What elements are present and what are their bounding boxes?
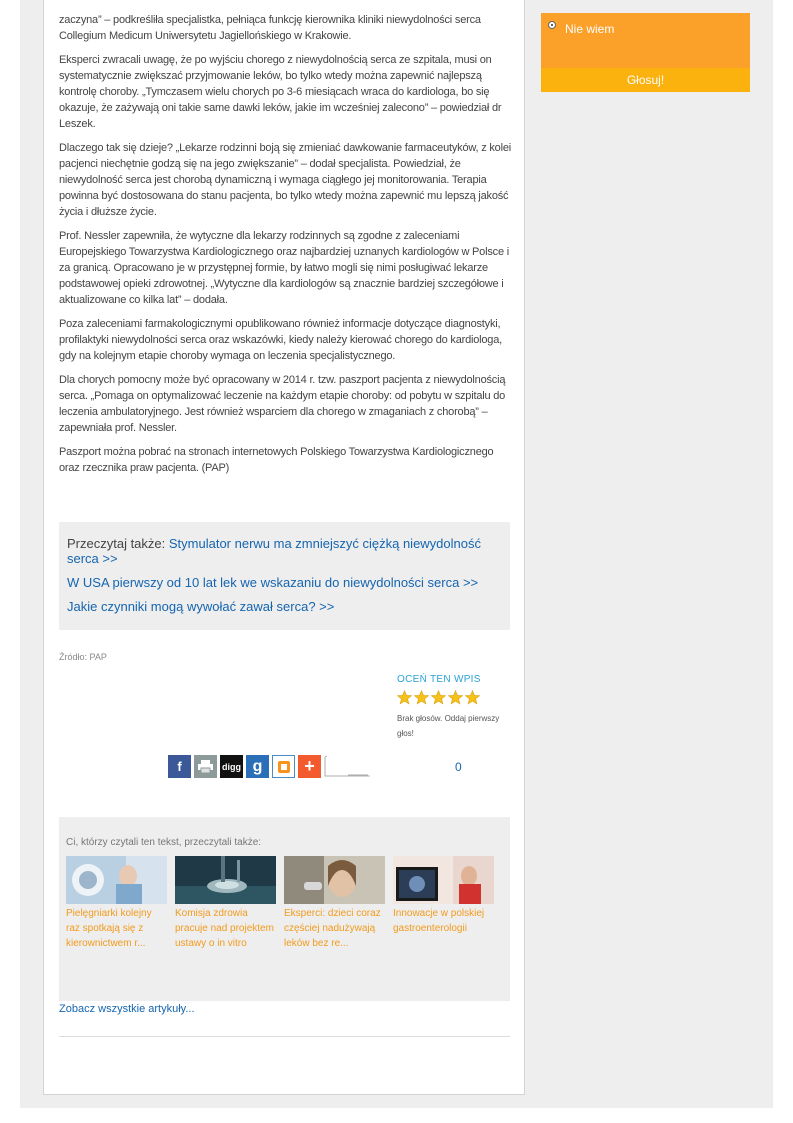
digg-icon[interactable]: digg — [220, 755, 243, 778]
poll-radio[interactable] — [548, 21, 556, 29]
article-paragraph: Prof. Nessler zapewniła, że wytyczne dla lekarzy rodzinnych są zgodne z zaleceniami Europejskiego Towarzystwa Kardiologicznego oraz najbardziej uznanych kardiologów w Polsce i za granicą. Opracowano je w przystępnej formie, by łatwo mogli się nimi posługiwać lekarze podstawowej opieki zdrowotnej. „Wytyczne dla kardiologów są znacznie bardziej szczegółowe i aktualizowane co kilka lat” – dodała. — [59, 230, 509, 306]
divider — [59, 1036, 510, 1037]
rating-stars — [397, 690, 512, 705]
share-counter-bubble-icon — [324, 755, 372, 778]
read-also-link-2[interactable]: W USA pierwszy od 10 lat lek we wskazaniu do niewydolności serca >> — [67, 575, 479, 590]
share-count[interactable]: 0 — [455, 760, 462, 774]
article-body — [59, 12, 511, 484]
related-caption[interactable]: Pielęgniarki kolejny raz spotkają się z kierownictwem r... — [66, 908, 152, 949]
related-caption[interactable]: Innowacje w polskiej gastroenterologii — [393, 908, 485, 934]
girl-photo-icon[interactable] — [284, 856, 385, 904]
star-icon-1[interactable] — [397, 690, 412, 705]
article-paragraph: Dla chorych pomocny może być opracowany w 2014 r. tzw. paszport pacjenta z niewydolnością serca. „Pomaga on optymalizować leczenie na każdym etapie choroby: od pobytu w szpitalu do leczenia ambulatoryjnego. Jest również wsparciem dla chorego w zmaganiach z chorobą” – zapewniała prof. Nessler. — [59, 374, 506, 434]
star-icon-2[interactable] — [414, 690, 429, 705]
related-caption[interactable]: Komisja zdrowia pracuje nad projektem ustawy o in vitro — [175, 908, 274, 949]
article-paragraph: zaczyna” – podkreśliła specjalistka, pełniąca funkcję kierownika kliniki niewydolności serca Collegium Medicum Uniwersytetu Jagiellońskiego w Krakowie. — [59, 14, 481, 42]
related-item[interactable] — [175, 856, 276, 951]
source-label: Źródło: PAP — [59, 652, 107, 662]
related-title: Ci, którzy czytali ten tekst, przeczytali także: — [66, 837, 262, 848]
star-icon-4[interactable] — [448, 690, 463, 705]
gastro-photo-icon[interactable] — [393, 856, 494, 904]
read-also-box — [59, 522, 510, 630]
related-item[interactable] — [66, 856, 167, 951]
share-bar — [168, 755, 372, 778]
article-paragraph: Paszport można pobrać na stronach internetowych Polskiego Towarzystwa Kardiologicznego oraz rzecznika praw pacjenta. (PAP) — [59, 446, 494, 474]
article-paragraph: Poza zaleceniami farmakologicznymi opublikowano również informacje dotyczące diagnostyki, profilaktyki niewydolności serca oraz wskazówki, kiedy należy kierować chorego do kardiologa, gdy na kolejnym etapie choroby wymaga on leczenia specjalistycznego. — [59, 318, 503, 362]
read-also-link-1[interactable]: Stymulator nerwu ma zmniejszyć ciężką niewydolność serca >> — [67, 536, 481, 566]
related-item[interactable] — [284, 856, 385, 951]
related-item[interactable] — [393, 856, 494, 951]
rating-title: OCEŃ TEN WPIS — [397, 674, 481, 685]
nurse-photo-icon[interactable] — [66, 856, 167, 904]
print-icon[interactable] — [194, 755, 217, 778]
related-articles-box — [59, 817, 510, 1001]
poll-option-label[interactable]: Nie wiem — [565, 22, 615, 36]
article-paragraph: Dlaczego tak się dzieje? „Lekarze rodzinni boją się zmieniać dawkowanie farmaceutyków, z kolei pacjenci niechętnie godzą się na jego zwiększanie” – dodał specjalista. Powiedział, że niewydolność serca jest chorobą dynamiczną i wymaga ciągłego jej monitorowania. Terapia powinna być dostosowana do stanu pacjenta, bo tylko wtedy można zapewnić mu lepszą jakość życia i dłuższe życie. — [59, 142, 511, 218]
rating-widget — [397, 674, 512, 741]
blip-icon[interactable] — [272, 755, 295, 778]
poll-widget — [541, 13, 750, 92]
see-all-articles-link[interactable]: Zobacz wszystkie artykuły... — [59, 1003, 195, 1015]
rating-note: Brak głosów. Oddaj pierwszy głos! — [397, 714, 500, 738]
vote-button[interactable]: Głosuj! — [541, 68, 750, 92]
star-icon-3[interactable] — [431, 690, 446, 705]
related-caption[interactable]: Eksperci: dzieci coraz częściej nadużywają leków bez re... — [284, 908, 381, 949]
article-paragraph: Eksperci zwracali uwagę, że po wyjściu chorego z niewydolnością serca ze szpitala, musi on systematycznie zwiększać przyjmowanie leków, bo tylko wtedy można zapewnić najlepszą kontrolę choroby. „Tymczasem wielu chorych po 3-6 miesiącach wraca do kardiologa, bo się okazuje, że zażywają oni takie same dawki leków, jakie im wcześniej zalecono” – powiedział dr Leszek. — [59, 54, 502, 130]
microscope-photo-icon[interactable] — [175, 856, 276, 904]
read-also-prefix: Przeczytaj także: — [67, 536, 169, 551]
more-icon[interactable]: + — [298, 755, 321, 778]
read-also-link-3[interactable]: Jakie czynniki mogą wywołać zawał serca? >> — [67, 599, 335, 614]
star-icon-5[interactable] — [465, 690, 480, 705]
facebook-icon[interactable]: f — [168, 755, 191, 778]
google-icon[interactable]: g — [246, 755, 269, 778]
